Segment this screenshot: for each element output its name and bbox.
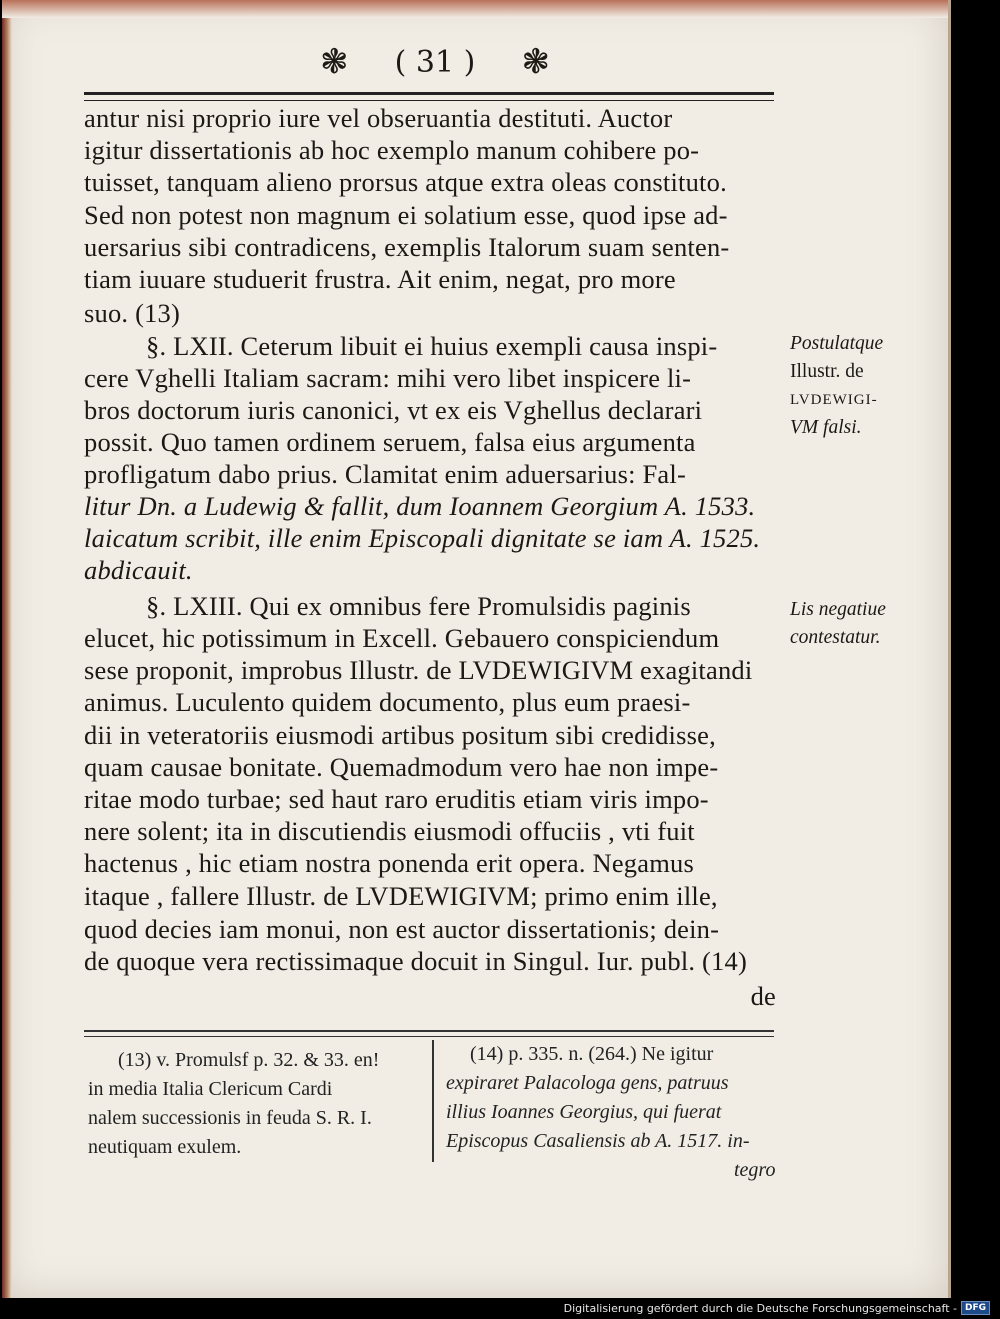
section-lxii-heading: §. LXII. Ceterum libuit ei huius exempli causa inspi- [146, 331, 718, 361]
body-line: elucet, hic potissimum in Excell. Gebauero conspiciendum [84, 623, 720, 653]
margin-note: VM falsi. [790, 417, 862, 438]
header-rule [84, 92, 774, 101]
body-line: uersarius sibi contradicens, exemplis Italorum suam senten- [84, 232, 730, 262]
footnote-line: expiraret Palacologa gens, patruus [446, 1072, 729, 1094]
body-line: Sed non potest non magnum ei solatium esse, quod ipse ad- [84, 200, 728, 230]
ornament-left-icon: ❃ [320, 42, 349, 82]
footnote-line: (13) v. Promulsf p. 32. & 33. en! [118, 1049, 380, 1071]
footnote-line: nalem successionis in feuda S. R. I. [88, 1107, 372, 1129]
catchword: de [750, 981, 776, 1011]
body-line: sese proponit, improbus Illustr. de LVDEWIGIVM exagitandi [84, 655, 753, 685]
dfg-logo-icon: DFG [961, 1301, 990, 1315]
digitization-credit [564, 1301, 990, 1315]
body-line: possit. Quo tamen ordinem seruem, falsa eius argumenta [84, 427, 696, 457]
body-line: itaque , fallere Illustr. de LVDEWIGIVM; primo enim ille, [84, 881, 718, 911]
body-line: quam causae bonitate. Quemadmodum vero hae non impe- [84, 752, 719, 782]
footnote-line: Episcopus Casaliensis ab A. 1517. in- [446, 1130, 750, 1152]
body-line: hactenus , hic etiam nostra ponenda erit opera. Negamus [84, 848, 694, 878]
body-line: suo. (13) [84, 298, 181, 328]
body-line: laicatum scribit, ille enim Episcopali dignitate se iam A. 1525. [84, 523, 761, 553]
body-line: igitur dissertationis ab hoc exemplo manum cohibere po- [84, 135, 700, 165]
footnote-line: (14) p. 335. n. (264.) Ne igitur [470, 1043, 714, 1065]
body-line: profligatum dabo prius. Clamitat enim aduersarius: Fal- [84, 459, 686, 489]
body-line: quod decies iam monui, non est auctor dissertationis; dein- [84, 914, 720, 944]
margin-note: Illustr. de [790, 361, 864, 382]
body-line: litur Dn. a Ludewig & fallit, dum Ioannem Georgium A. 1533. [84, 491, 756, 521]
ornament-right-icon: ❃ [521, 42, 550, 82]
body-line: abdicauit. [84, 555, 193, 585]
margin-note: Lis negatiue [790, 599, 886, 620]
page-top-edge [2, 0, 948, 18]
footnote-line: neutiquam exulem. [88, 1136, 242, 1158]
footnote-line: tegro [734, 1159, 776, 1181]
body-line: bros doctorum iuris canonici, vt ex eis Vghellus declarari [84, 395, 703, 425]
body-line: ritae modo turbae; sed haut raro eruditis etiam viris impo- [84, 784, 709, 814]
body-line: de quoque vera rectissimaque docuit in Singul. Iur. publ. (14) [84, 946, 747, 976]
body-line: tiam iuuare studuerit frustra. Ait enim, negat, pro more [84, 264, 676, 294]
body-line: dii in veteratoriis eiusmodi artibus positum sibi credidisse, [84, 720, 716, 750]
footnote-rule [84, 1030, 774, 1037]
body-line: animus. Luculento quidem documento, plus eum praesi- [84, 687, 691, 717]
margin-note: LVDEWIGI- [790, 392, 878, 408]
credit-text: Digitalisierung gefördert durch die Deutsche Forschungsgemeinschaft - [563, 1301, 957, 1315]
section-lxiii-heading: §. LXIII. Qui ex omnibus fere Promulsidis paginis [146, 591, 691, 621]
body-line: tuisset, tanquam alieno prorsus atque extra oleas constituto. [84, 167, 727, 197]
footnote-divider [432, 1040, 434, 1162]
page-number: ( 31 ) [394, 44, 476, 80]
body-line: nere solent; ita in discutiendis eiusmodi offuciis , vti fuit [84, 816, 695, 846]
margin-note: Postulatque [790, 333, 884, 354]
margin-note: contestatur. [790, 627, 881, 648]
page-spine [2, 0, 12, 1298]
footnote-line: in media Italia Clericum Cardi [88, 1078, 333, 1100]
page-header [320, 42, 550, 82]
body-line: cere Vghelli Italiam sacram: mihi vero libet inspicere li- [84, 363, 692, 393]
footnote-line: illius Ioannes Georgius, qui fuerat [446, 1101, 722, 1123]
body-line: antur nisi proprio iure vel obseruantia destituti. Auctor [84, 103, 673, 133]
